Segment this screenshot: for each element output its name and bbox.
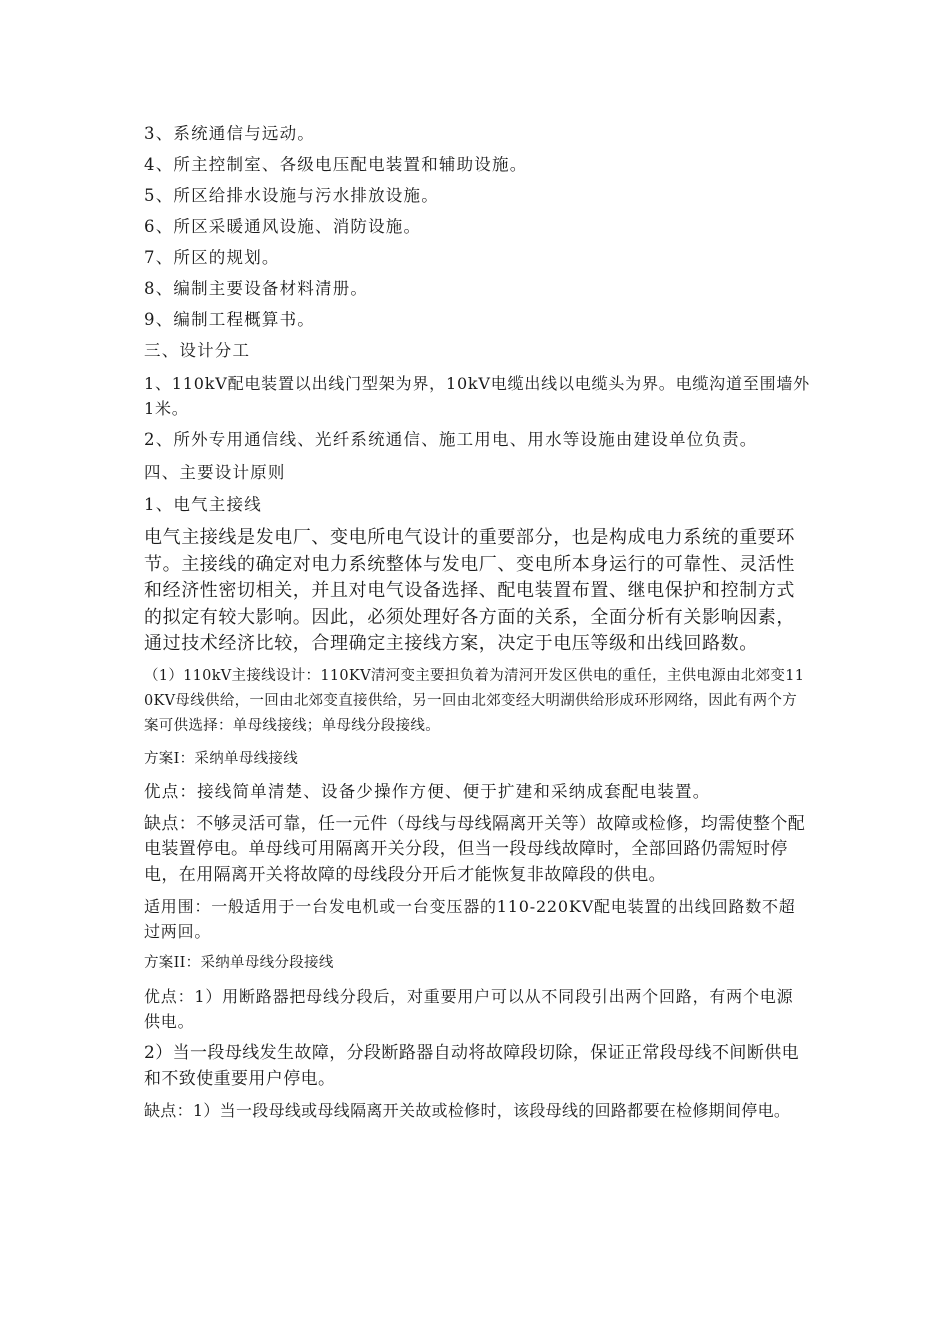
plan-2-pros-2: 2）当一段母线发生故障，分段断路器自动将故障段切除，保证正常段母线不间断供电和不致使重要用户停电。 xyxy=(144,1043,800,1089)
section-heading-design-division: 三、设计分工 xyxy=(144,341,251,360)
list-item: 3、系统通信与远动。 xyxy=(144,124,315,143)
division-paragraph-1: 1、110kV配电装置以出线门型架为界，10kV电缆出线以电缆头为界。电缆沟道至围墙外1米。 xyxy=(144,374,810,418)
division-paragraph-2: 2、所外专用通信线、光纤系统通信、施工用电、用水等设施由建设单位负责。 xyxy=(144,430,758,449)
section-heading-design-principles: 四、主要设计原则 xyxy=(144,463,286,482)
plan-1-pros: 优点：接线简单清楚、设备少操作方便、便于扩建和采纳成套配电装置。 xyxy=(144,781,711,801)
list-item: 7、所区的规划。 xyxy=(144,248,280,267)
plan-2-cons-1: 缺点：1）当一段母线或母线隔离开关故或检修时，该段母线的回路都要在检修期间停电。 xyxy=(144,1101,791,1121)
plan-1-title: 方案I：采纳单母线接线 xyxy=(144,750,299,767)
intro-paragraph: 电气主接线是发电厂、变电所电气设计的重要部分，也是构成电力系统的重要环节。主接线的确定对电力系统整体与发电厂、变电所本身运行的可靠性、灵活性和经济性密切相关，并且对电气设备选择、配电装置布置、继电保护和控制方式的拟定有较大影响。因此，必须处理好各方面的关系，全面分析有关影响因素，通过技术经济比较，合理确定主接线方案，决定于电压等级和出线回路数。 xyxy=(144,527,795,655)
subsection-heading-main-wiring: 1、电气主接线 xyxy=(144,495,262,514)
design-110kv-paragraph: （1）110kV主接线设计：110KV清河变主要担负着为清河开发区供电的重任，主供电源由北郊变110KV母线供给，一回由北郊变直接供给，另一回由北郊变经大明湖供给形成环形网络，因此有两个方案可供选择：单母线接线；单母线分段接线。 xyxy=(144,667,805,734)
list-item: 8、编制主要设备材料清册。 xyxy=(144,279,369,298)
plan-2-title: 方案II：采纳单母线分段接线 xyxy=(144,955,334,972)
list-item: 5、所区给排水设施与污水排放设施。 xyxy=(144,186,439,205)
list-item: 4、所主控制室、各级电压配电装置和辅助设施。 xyxy=(144,155,528,174)
document-body xyxy=(144,122,810,1130)
list-item: 6、所区采暖通风设施、消防设施。 xyxy=(144,217,422,236)
plan-1-cons: 缺点：不够灵活可靠，任一元件（母线与母线隔离开关等）故障或检修，均需使整个配电装置停电。单母线可用隔离开关分段，但当一段母线故障时，全部回路仍需短时停电，在用隔离开关将故障的母线段分开后才能恢复非故障段的供电。 xyxy=(144,813,806,885)
plan-2-pros-1: 优点：1）用断路器把母线分段后，对重要用户可以从不同段引出两个回路，有两个电源供电。 xyxy=(144,987,794,1032)
list-item: 9、编制工程概算书。 xyxy=(144,310,315,329)
plan-1-scope: 适用围：一般适用于一台发电机或一台变压器的110-220KV配电装置的出线回路数不超过两回。 xyxy=(144,897,796,942)
